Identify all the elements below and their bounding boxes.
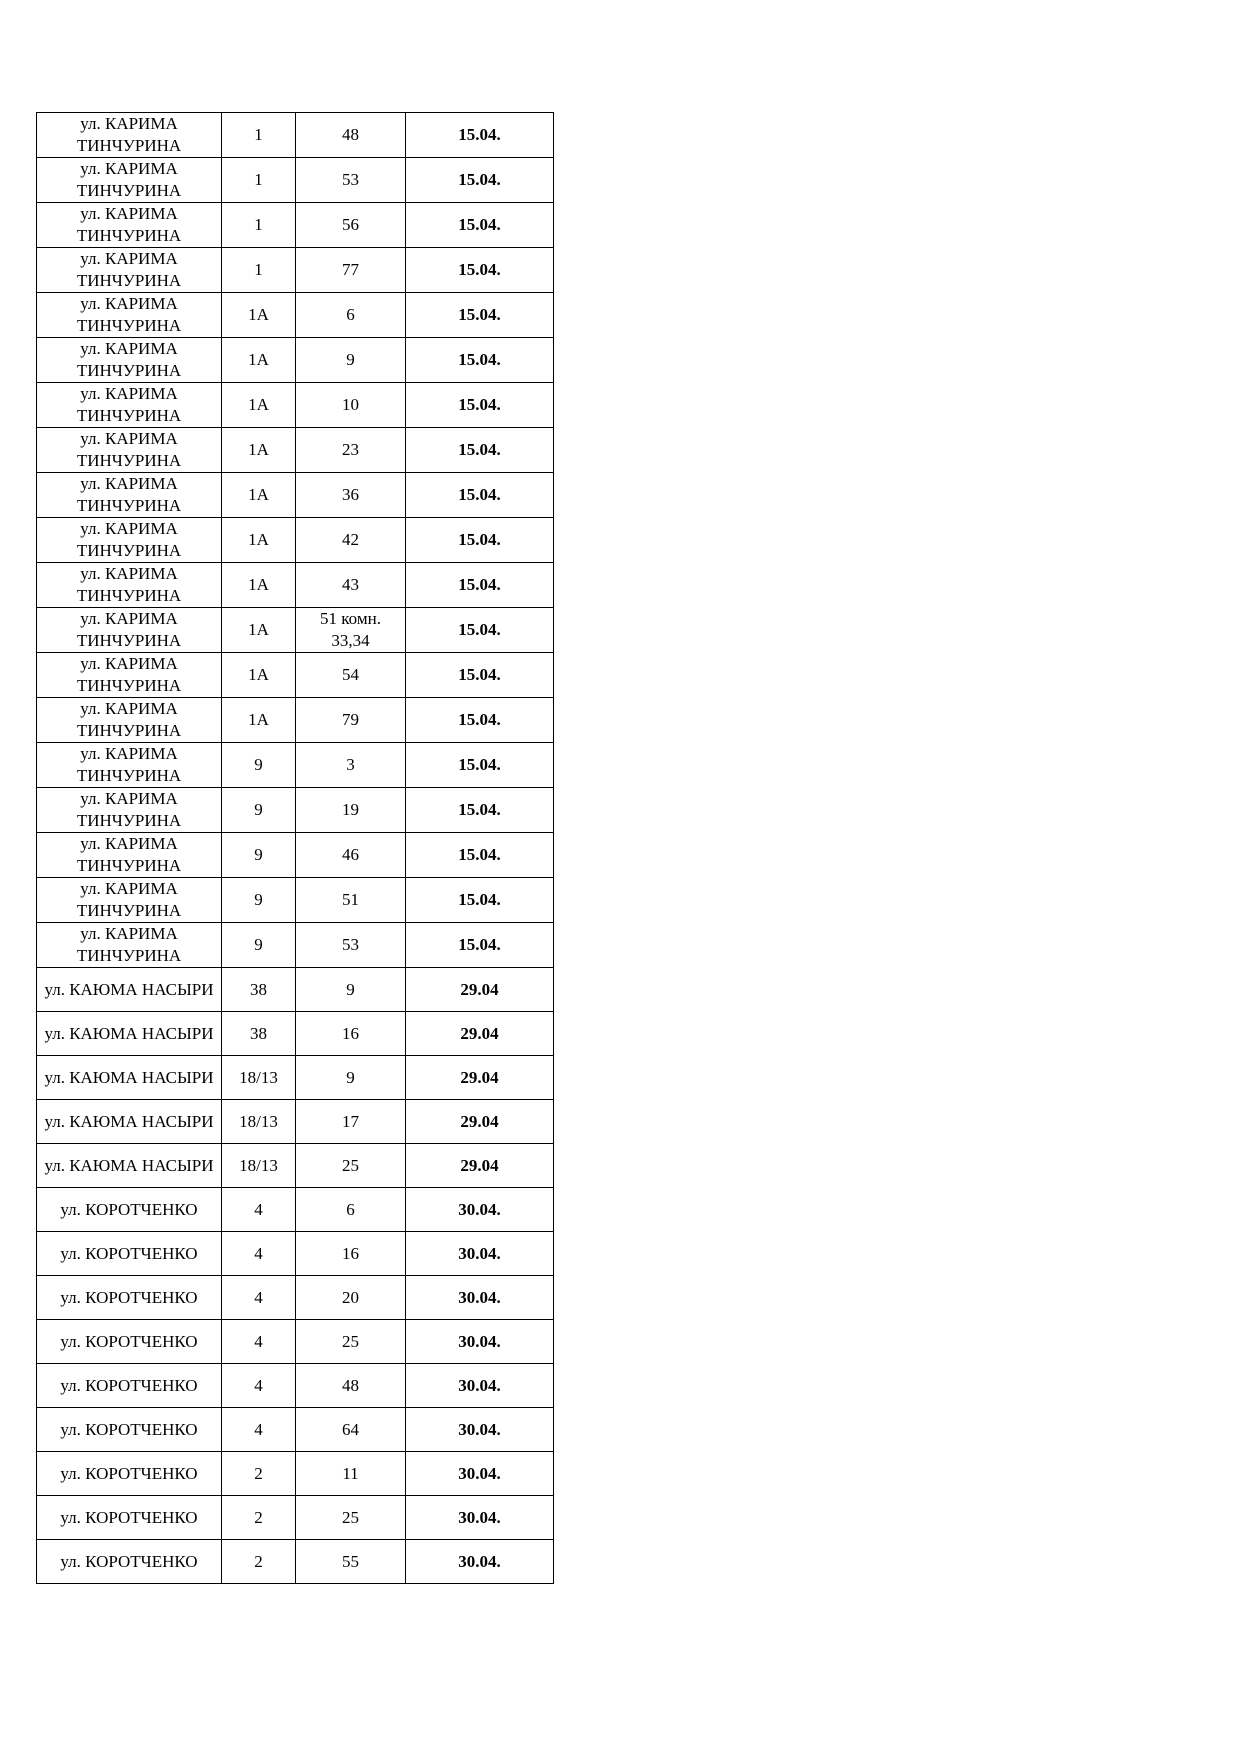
apartment-cell: 77 [296, 248, 406, 293]
table-row [37, 518, 554, 563]
table-row [37, 1320, 554, 1364]
street-cell: ул. КАЮМА НАСЫРИ [37, 1100, 222, 1144]
house-cell: 9 [222, 878, 296, 923]
apartment-cell: 17 [296, 1100, 406, 1144]
date-cell: 15.04. [406, 473, 554, 518]
house-cell: 4 [222, 1276, 296, 1320]
street-cell: ул. КОРОТЧЕНКО [37, 1320, 222, 1364]
table-row [37, 653, 554, 698]
street-cell: ул. КОРОТЧЕНКО [37, 1232, 222, 1276]
apartment-cell: 53 [296, 158, 406, 203]
house-cell: 18/13 [222, 1100, 296, 1144]
street-cell: ул. КАРИМА ТИНЧУРИНА [37, 248, 222, 293]
date-cell: 30.04. [406, 1276, 554, 1320]
house-cell: 1А [222, 383, 296, 428]
table-row [37, 338, 554, 383]
table-row [37, 113, 554, 158]
street-cell: ул. КАЮМА НАСЫРИ [37, 1056, 222, 1100]
apartment-cell: 19 [296, 788, 406, 833]
street-cell: ул. КОРОТЧЕНКО [37, 1364, 222, 1408]
street-cell: ул. КАРИМА ТИНЧУРИНА [37, 653, 222, 698]
house-cell: 38 [222, 1012, 296, 1056]
table-row [37, 923, 554, 968]
street-cell: ул. КОРОТЧЕНКО [37, 1276, 222, 1320]
house-cell: 4 [222, 1188, 296, 1232]
table-row [37, 1144, 554, 1188]
street-cell: ул. КОРОТЧЕНКО [37, 1452, 222, 1496]
street-cell: ул. КАЮМА НАСЫРИ [37, 968, 222, 1012]
street-cell: ул. КАРИМА ТИНЧУРИНА [37, 158, 222, 203]
house-cell: 2 [222, 1540, 296, 1584]
apartment-cell: 25 [296, 1144, 406, 1188]
house-cell: 1 [222, 248, 296, 293]
apartment-cell: 51 [296, 878, 406, 923]
date-cell: 15.04. [406, 248, 554, 293]
street-cell: ул. КАРИМА ТИНЧУРИНА [37, 203, 222, 248]
date-cell: 29.04 [406, 1144, 554, 1188]
house-cell: 2 [222, 1496, 296, 1540]
house-cell: 9 [222, 923, 296, 968]
date-cell: 15.04. [406, 293, 554, 338]
street-cell: ул. КАЮМА НАСЫРИ [37, 1144, 222, 1188]
table-row [37, 1452, 554, 1496]
house-cell: 18/13 [222, 1056, 296, 1100]
house-cell: 9 [222, 833, 296, 878]
house-cell: 1А [222, 338, 296, 383]
house-cell: 38 [222, 968, 296, 1012]
house-cell: 1А [222, 473, 296, 518]
street-cell: ул. КАРИМА ТИНЧУРИНА [37, 518, 222, 563]
date-cell: 15.04. [406, 338, 554, 383]
house-cell: 2 [222, 1452, 296, 1496]
date-cell: 15.04. [406, 653, 554, 698]
date-cell: 15.04. [406, 743, 554, 788]
date-cell: 30.04. [406, 1540, 554, 1584]
date-cell: 15.04. [406, 203, 554, 248]
date-cell: 30.04. [406, 1408, 554, 1452]
table-row [37, 698, 554, 743]
apartment-cell: 9 [296, 1056, 406, 1100]
date-cell: 30.04. [406, 1320, 554, 1364]
date-cell: 29.04 [406, 1100, 554, 1144]
table-row [37, 563, 554, 608]
date-cell: 29.04 [406, 1056, 554, 1100]
date-cell: 30.04. [406, 1188, 554, 1232]
apartment-cell: 54 [296, 653, 406, 698]
house-cell: 1 [222, 203, 296, 248]
street-cell: ул. КОРОТЧЕНКО [37, 1408, 222, 1452]
street-cell: ул. КАРИМА ТИНЧУРИНА [37, 473, 222, 518]
apartment-cell: 51 комн. 33,34 [296, 608, 406, 653]
street-cell: ул. КАРИМА ТИНЧУРИНА [37, 698, 222, 743]
table-row [37, 1100, 554, 1144]
date-cell: 15.04. [406, 833, 554, 878]
house-cell: 9 [222, 788, 296, 833]
apartment-cell: 48 [296, 113, 406, 158]
date-cell: 15.04. [406, 608, 554, 653]
apartment-cell: 36 [296, 473, 406, 518]
street-cell: ул. КАРИМА ТИНЧУРИНА [37, 428, 222, 473]
apartment-cell: 56 [296, 203, 406, 248]
street-cell: ул. КАЮМА НАСЫРИ [37, 1012, 222, 1056]
date-cell: 15.04. [406, 113, 554, 158]
house-cell: 1А [222, 653, 296, 698]
table-row [37, 1496, 554, 1540]
table-row [37, 1188, 554, 1232]
table-row [37, 428, 554, 473]
date-cell: 30.04. [406, 1452, 554, 1496]
street-cell: ул. КАРИМА ТИНЧУРИНА [37, 833, 222, 878]
date-cell: 30.04. [406, 1364, 554, 1408]
apartment-cell: 20 [296, 1276, 406, 1320]
street-cell: ул. КОРОТЧЕНКО [37, 1540, 222, 1584]
table-row [37, 473, 554, 518]
street-cell: ул. КАРИМА ТИНЧУРИНА [37, 113, 222, 158]
house-cell: 18/13 [222, 1144, 296, 1188]
table-row [37, 608, 554, 653]
date-cell: 29.04 [406, 1012, 554, 1056]
table-row [37, 1540, 554, 1584]
house-cell: 9 [222, 743, 296, 788]
apartment-cell: 25 [296, 1496, 406, 1540]
table-row [37, 878, 554, 923]
street-cell: ул. КОРОТЧЕНКО [37, 1188, 222, 1232]
street-cell: ул. КАРИМА ТИНЧУРИНА [37, 293, 222, 338]
table-row [37, 1364, 554, 1408]
apartment-cell: 16 [296, 1232, 406, 1276]
table-body [37, 113, 554, 1584]
street-cell: ул. КАРИМА ТИНЧУРИНА [37, 743, 222, 788]
date-cell: 15.04. [406, 518, 554, 563]
apartment-cell: 46 [296, 833, 406, 878]
street-cell: ул. КАРИМА ТИНЧУРИНА [37, 608, 222, 653]
date-cell: 15.04. [406, 788, 554, 833]
apartment-cell: 42 [296, 518, 406, 563]
street-cell: ул. КОРОТЧЕНКО [37, 1496, 222, 1540]
table-row [37, 1012, 554, 1056]
street-cell: ул. КАРИМА ТИНЧУРИНА [37, 338, 222, 383]
table-row [37, 788, 554, 833]
house-cell: 4 [222, 1408, 296, 1452]
street-cell: ул. КАРИМА ТИНЧУРИНА [37, 923, 222, 968]
table-row [37, 1232, 554, 1276]
table-row [37, 293, 554, 338]
street-cell: ул. КАРИМА ТИНЧУРИНА [37, 878, 222, 923]
table-row [37, 1408, 554, 1452]
apartment-cell: 79 [296, 698, 406, 743]
apartment-cell: 55 [296, 1540, 406, 1584]
date-cell: 15.04. [406, 878, 554, 923]
date-cell: 15.04. [406, 563, 554, 608]
house-cell: 1А [222, 428, 296, 473]
apartment-cell: 11 [296, 1452, 406, 1496]
house-cell: 4 [222, 1364, 296, 1408]
house-cell: 1А [222, 293, 296, 338]
house-cell: 1А [222, 608, 296, 653]
house-cell: 4 [222, 1232, 296, 1276]
house-cell: 1А [222, 518, 296, 563]
house-cell: 1А [222, 563, 296, 608]
street-cell: ул. КАРИМА ТИНЧУРИНА [37, 383, 222, 428]
date-cell: 15.04. [406, 923, 554, 968]
apartment-cell: 43 [296, 563, 406, 608]
house-cell: 1 [222, 158, 296, 203]
table-row [37, 833, 554, 878]
house-cell: 4 [222, 1320, 296, 1364]
address-schedule-table [36, 112, 554, 1584]
street-cell: ул. КАРИМА ТИНЧУРИНА [37, 788, 222, 833]
apartment-cell: 16 [296, 1012, 406, 1056]
apartment-cell: 3 [296, 743, 406, 788]
house-cell: 1 [222, 113, 296, 158]
apartment-cell: 9 [296, 968, 406, 1012]
date-cell: 15.04. [406, 698, 554, 743]
apartment-cell: 9 [296, 338, 406, 383]
date-cell: 29.04 [406, 968, 554, 1012]
date-cell: 15.04. [406, 383, 554, 428]
table-row [37, 383, 554, 428]
date-cell: 30.04. [406, 1232, 554, 1276]
date-cell: 30.04. [406, 1496, 554, 1540]
table-row [37, 1056, 554, 1100]
apartment-cell: 23 [296, 428, 406, 473]
table-row [37, 248, 554, 293]
house-cell: 1А [222, 698, 296, 743]
table-row [37, 1276, 554, 1320]
apartment-cell: 6 [296, 1188, 406, 1232]
street-cell: ул. КАРИМА ТИНЧУРИНА [37, 563, 222, 608]
table-row [37, 968, 554, 1012]
table-row [37, 158, 554, 203]
table-row [37, 743, 554, 788]
apartment-cell: 25 [296, 1320, 406, 1364]
apartment-cell: 48 [296, 1364, 406, 1408]
apartment-cell: 10 [296, 383, 406, 428]
table-row [37, 203, 554, 248]
apartment-cell: 53 [296, 923, 406, 968]
date-cell: 15.04. [406, 428, 554, 473]
apartment-cell: 64 [296, 1408, 406, 1452]
apartment-cell: 6 [296, 293, 406, 338]
date-cell: 15.04. [406, 158, 554, 203]
